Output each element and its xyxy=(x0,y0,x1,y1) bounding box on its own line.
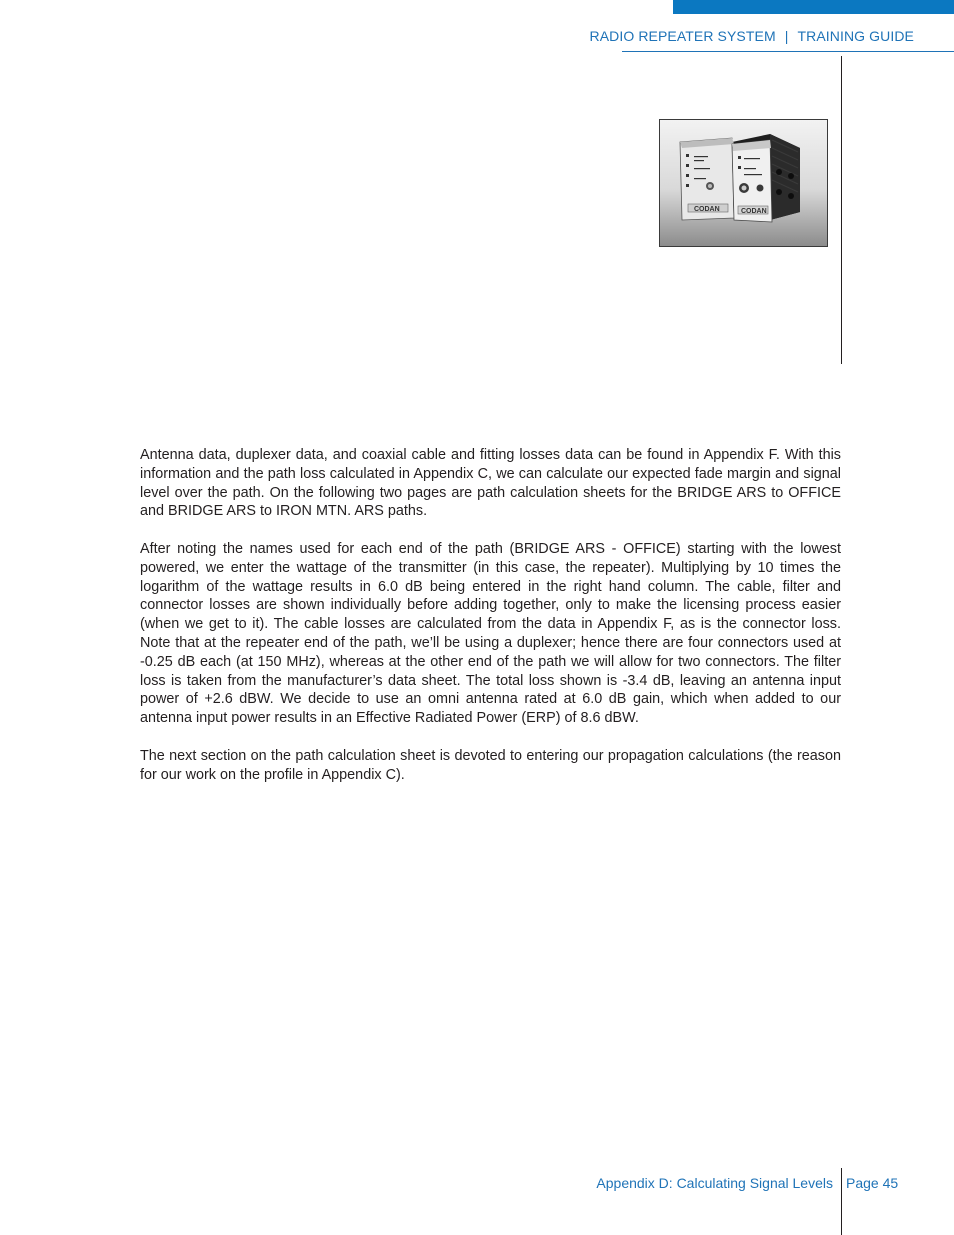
paragraph: Antenna data, duplexer data, and coaxial cable and fitting losses data can be found in Appendix F. With this information and the path loss calculated in Appendix C, we can calculate our expected fade margin and signal level over the path. On the following two pages are path calculation sheets for the BRIDGE ARS to OFFICE and BRIDGE ARS to IRON MTN. ARS paths. xyxy=(140,447,841,520)
footer-rule xyxy=(841,1168,842,1235)
header-accent-bar xyxy=(673,0,954,14)
repeater-equipment-photo xyxy=(659,119,828,247)
repeater-units-illustration xyxy=(660,120,827,246)
paragraph: After noting the names used for each end of the path (BRIDGE ARS - OFFICE) starting with the lowest powered, we enter the wattage of the transmitter (in this case, the repeater). Multiplying by 10 times the logarithm of the wattage results in 6.0 dB being entered in the right hand column. The cable, filter and connector losses are shown individually before adding together, only to make the licensing process easier (when we get to it). The cable losses are calculated from the data in Appendix F, as is the connector loss. Note that at the repeater end of the path, we’ll be using a duplexer; hence there are four connectors used at -0.25 dB each (at 150 MHz), whereas at the other end of the path we will allow for two connectors. The filter loss is taken from the manufacturer’s data sheet. The total loss shown is -3.4 dB, leaving an antenna input power of +2.6 dBW. We decide to use an omni antenna rated at 6.0 dB gain, which when added to our antenna input power results in an Effective Radiated Power (ERP) of 8.6 dBW. xyxy=(140,540,841,727)
header-title: RADIO REPEATER SYSTEM xyxy=(589,28,776,44)
paragraph: The next section on the path calculation sheet is devoted to entering our propagation calculations (the reason for our work on the profile in Appendix C). xyxy=(140,747,841,783)
left-unit-brand: CODAN xyxy=(694,206,720,213)
header-subtitle: TRAINING GUIDE xyxy=(797,28,914,44)
header-rule xyxy=(622,51,954,52)
footer-section-title: Appendix D: Calculating Signal Levels xyxy=(596,1175,833,1191)
running-header xyxy=(560,28,914,44)
body-text xyxy=(140,446,841,803)
right-unit-brand: CODAN xyxy=(741,208,767,215)
header-separator: | xyxy=(784,28,789,44)
page-number: Page 45 xyxy=(846,1175,899,1191)
margin-rule xyxy=(841,56,842,364)
